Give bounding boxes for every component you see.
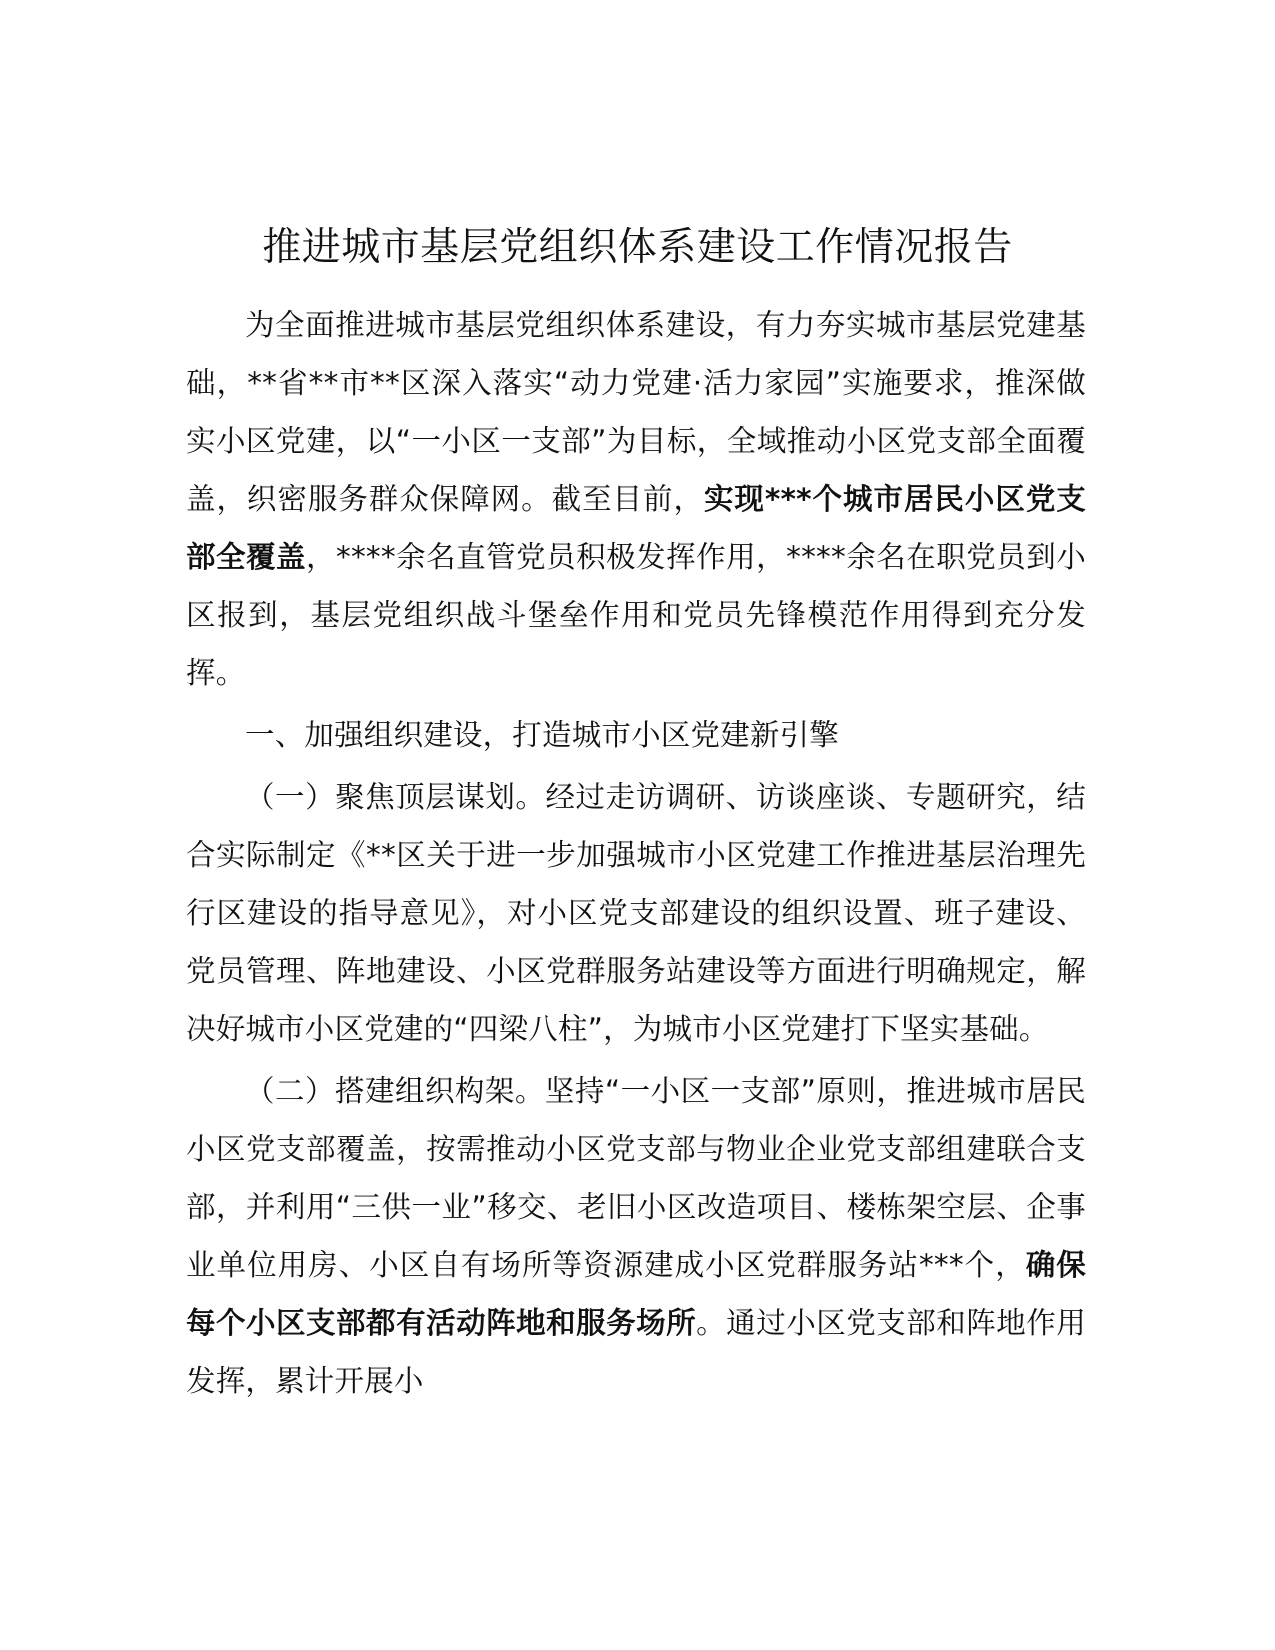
paragraph-segment: （二）搭建组织构架。坚持“一小区一支部”原则，推进城市居民小区党支部覆盖，按需推动小区党支部与物业企业党支部组建联合支部，并利用“三供一业”移交、老旧小区改造项目、楼栋架空层、企事业单位用房、小区自有场所等资源建成小区党群服务站***个， (186, 1074, 1086, 1282)
paragraph-segment: 。通过小区党支部和阵地作用发挥，累计开展小 (186, 1306, 1086, 1398)
paragraph-intro (186, 296, 1086, 702)
section-heading (186, 706, 1086, 764)
paragraph-segment: ，****余名直管党员积极发挥作用，****余名在职党员到小区报到，基层党组织战斗堡垒作用和党员先锋模范作用得到充分发挥。 (186, 540, 1086, 690)
paragraph-subsection-1 (186, 768, 1086, 1058)
paragraph-segment-bold: 确保每个小区支部都有活动阵地和服务场所 (186, 1248, 1086, 1340)
section-heading-text: 一、加强组织建设，打造城市小区党建新引擎 (245, 718, 840, 752)
document-body (186, 296, 1086, 1410)
document-title: 推进城市基层党组织体系建设工作情况报告 (262, 225, 1013, 270)
paragraph-segment: 为全面推进城市基层党组织体系建设，有力夯实城市基层党建基础，**省**市**区深入落实“动力党建·活力家园”实施要求，推深做实小区党建，以“一小区一支部”为目标，全域推动小区党支部全面覆盖，织密服务群众保障网。截至目前， (186, 308, 1086, 516)
paragraph-segment: （一）聚焦顶层谋划。经过走访调研、访谈座谈、专题研究，结合实际制定《**区关于进一步加强城市小区党建工作推进基层治理先行区建设的指导意见》，对小区党支部建设的组织设置、班子建设、党员管理、阵地建设、小区党群服务站建设等方面进行明确规定，解决好城市小区党建的“四梁八柱”，为城市小区党建打下坚实基础。 (186, 780, 1086, 1046)
paragraph-segment-bold: 实现***个城市居民小区党支部全覆盖 (186, 482, 1086, 574)
paragraph-subsection-2 (186, 1062, 1086, 1410)
